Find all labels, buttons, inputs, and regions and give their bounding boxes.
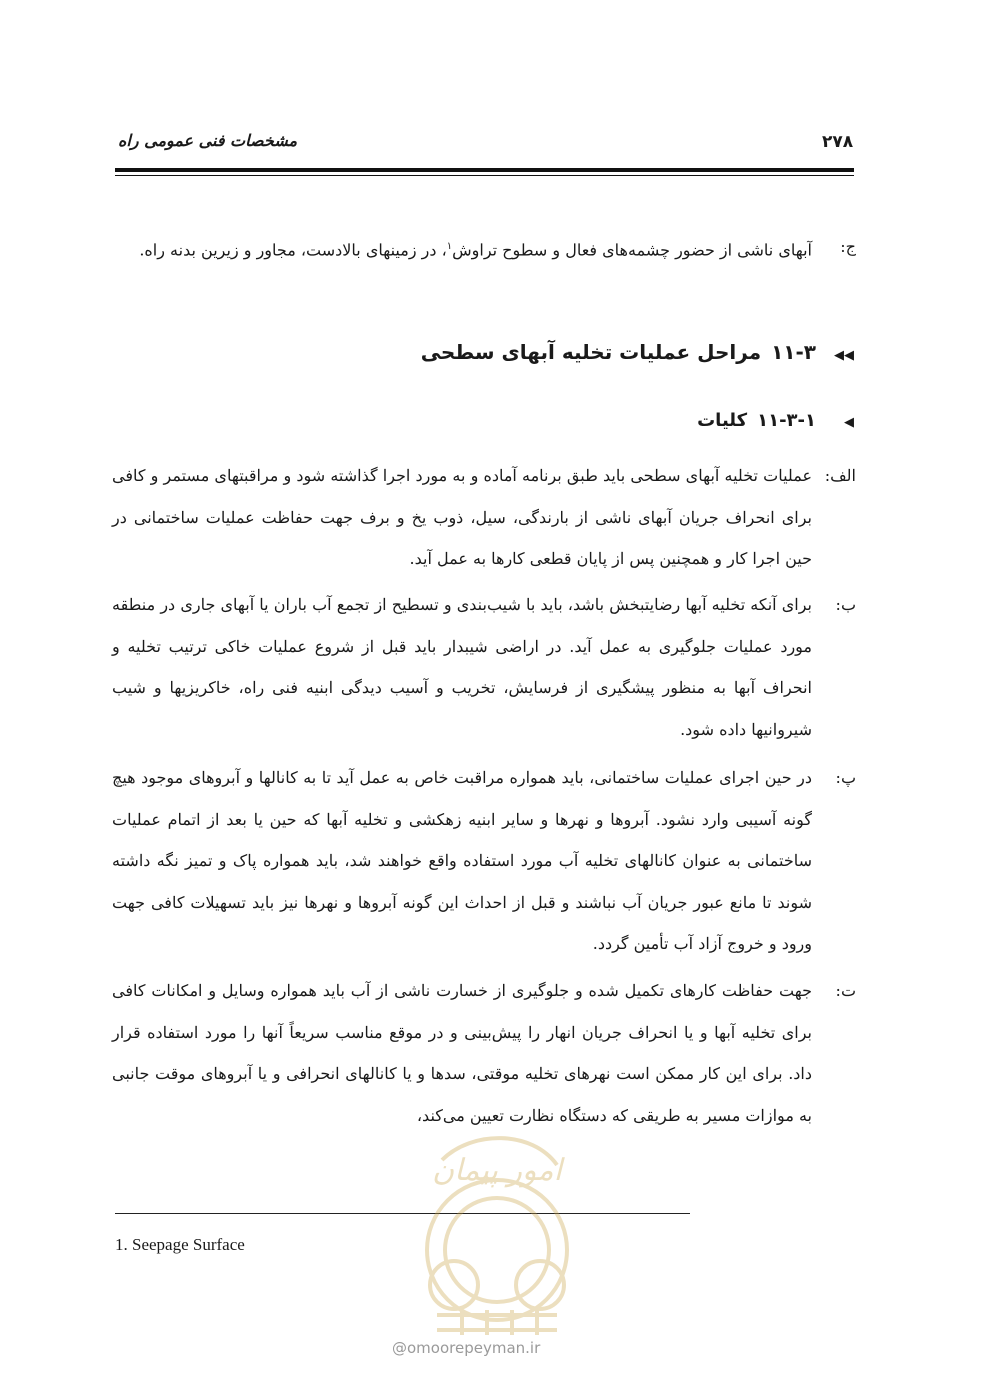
item-marker: ت: [835,981,856,1000]
item-text: در حین اجرای عملیات ساختمانی، باید همواره مراقبت خاص به عمل آید تا به کانالها و آبروهای موجود هیچ گونه آسیبی وارد نشود. آبروها و نهرها و سایر ابنیه زهکشی و تخلیه آبها که حین یا بعد از اتمام عملیات ساختمانی به عنوان کانالهای تخلیه آب مورد استفاده واقع خواهند شد، باید همواره پاک و تمیز نگه داشته شوند تا مانع عبور جریان آب نباشند و قبل از احداث این گونه آبروها و نهرها نیز باید تسهیلات کافی جهت ورود و خروج آزاد آب تأمین گردد. [112,768,812,953]
header-rule-thick [115,168,854,172]
watermark-logo-icon [382,1120,612,1350]
footnote: 1. Seepage Surface [115,1235,245,1254]
double-arrow-icon: ◀◀ [834,348,854,363]
item-text: عملیات تخلیه آبهای سطحی باید طبق برنامه آماده و به مورد اجرا گذاشته شود و مراقبتهای مستمر و کافی برای انحراف جریان آبهای ناشی از بارندگی، سیل، ذوب یخ و برف جهت حفاظت عملیات ساختمانی در حین اجرا کار و همچنین پس از پایان قطعی کارها به عمل آید. [112,466,812,568]
running-title: مشخصات فنی عمومی راه [118,131,298,150]
item-marker: ج: [840,237,856,256]
list-item-te [112,970,856,1136]
item-marker: پ: [835,768,856,787]
list-item-alef [112,455,856,580]
item-text: جهت حفاظت کارهای تکمیل شده و جلوگیری از خسارت ناشی از آب باید همواره وسایل و امکانات کافی برای تخلیه آبها و یا انحراف جریان انهار را پیش‌بینی و در موقع مناسب سریعاً آنها را مورد استفاده قرار داد. برای این کار ممکن است نهرهای تخلیه موقتی، سدها و یا کانالهای انحرافی و یا آبروهای موقت جانبی به موازات مسیر به طریقی که دستگاه نظارت تعیین می‌کند، [112,981,813,1125]
list-item-je [112,226,856,271]
arrow-icon: ◀ [844,415,854,430]
item-text: آبهای ناشی از حضور چشمه‌های فعال و سطوح تراوش$^۱$، در زمینهای بالادست، مجاور و زیرین بدنه راه. [139,240,812,260]
svg-text:امور پیمان: امور پیمان [432,1153,562,1188]
page-number: ۲۷۸ [822,132,854,152]
section-title: مراحل عملیات تخلیه آبهای سطحی [420,340,762,364]
item-marker: ب: [835,595,856,614]
footnote-reference[interactable]: ۱ [446,241,453,252]
list-item-be [112,584,856,750]
item-text: برای آنکه تخلیه آبها رضایتبخش باشد، باید با شیب‌بندی و تسطیح از تجمع آب باران یا آبهای جاری در منطقه مورد عملیات جلوگیری به عمل آید. در اراضی شیبدار باید قبل از شروع عملیات خاکی ترتیب تخلیه و انحراف آبها به منظور پیشگیری از فرسایش، تخریب و آسیب دیدگی ابنیه فنی راه، خاکریزیها و شیب شیروانیها داده شود. [112,595,813,739]
subsection-number: ۱۱-۳-۱ [757,410,816,431]
watermark-url: @omoorepeyman.ir [392,1339,541,1357]
subsection-heading [697,410,854,431]
subsection-title: کلیات [697,410,748,431]
item-marker: الف: [824,466,856,485]
section-number: ۱۱-۳ [771,340,816,364]
section-heading [421,340,854,364]
header-rule-thin [115,175,854,176]
list-item-pe [112,757,856,965]
